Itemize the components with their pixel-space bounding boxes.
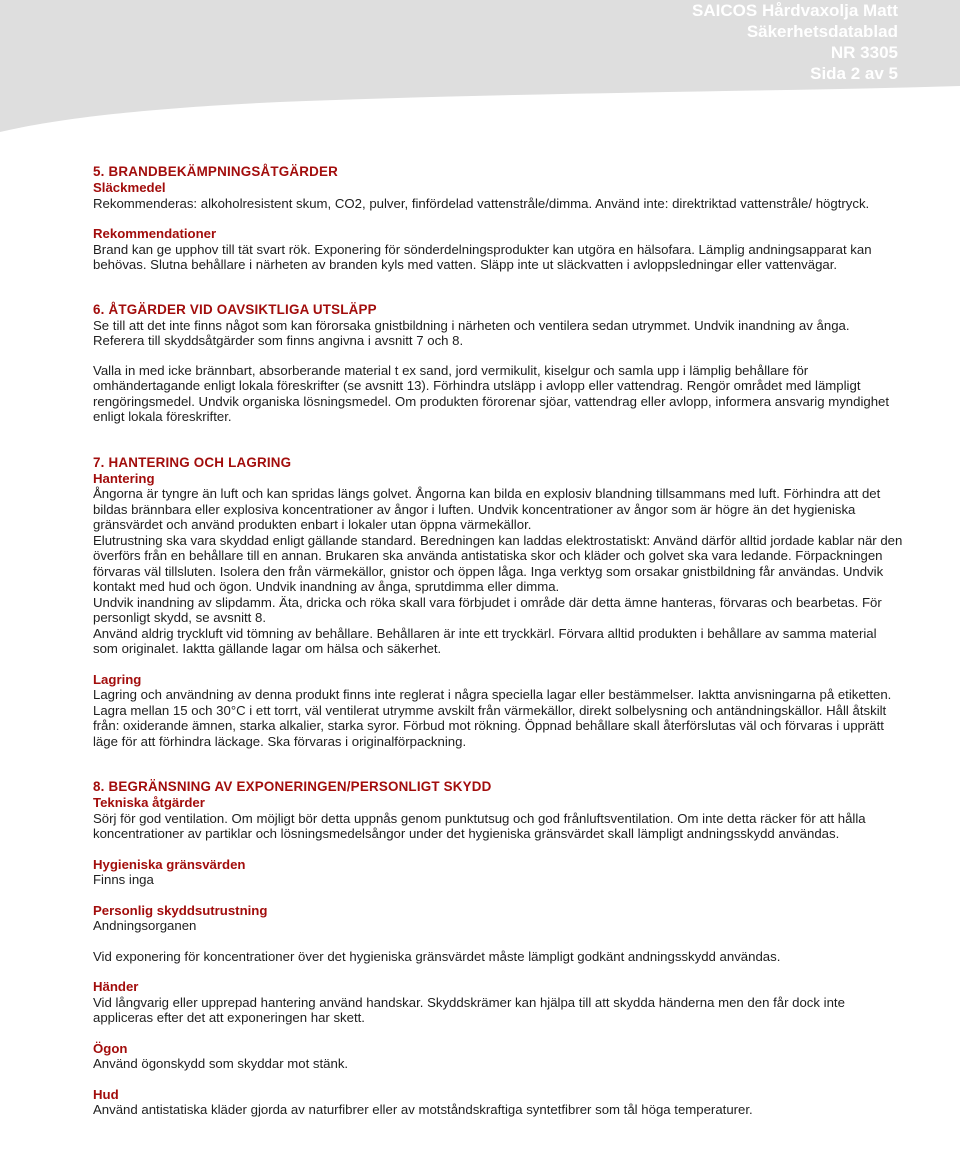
paragraph-hud: Använd antistatiska kläder gjorda av naturfibrer eller av motståndskraftiga syntetfibrer som tål höga temperaturer. (93, 1102, 753, 1117)
subheading-rekommendationer: Rekommendationer (93, 226, 217, 241)
paragraph-ogon: Använd ögonskydd som skyddar mot stänk. (93, 1056, 349, 1071)
section-5-title: 5. BRANDBEKÄMPNINGSÅTGÄRDER (93, 164, 338, 179)
subheading-hygieniska-gransvarden: Hygieniska gränsvärden (93, 856, 246, 872)
subheading-lagring: Lagring (93, 671, 142, 687)
paragraph-hantering-3: Undvik inandning av slipdamm. Äta, dricka och röka skall vara förbjudet i område där detta ämne hanteras, förvaras och bearbetas. För personligt skydd, se avsnitt 8. (93, 594, 882, 625)
page-number: Sida 2 av 5 (810, 64, 898, 83)
paragraph-hygieniska-gransvarden: Finns inga (93, 872, 154, 887)
section-6 (93, 302, 903, 425)
section-7-title: 7. HANTERING OCH LAGRING (93, 454, 292, 470)
document-body (93, 164, 903, 1118)
section-5 (93, 164, 903, 273)
subheading-hantering: Hantering (93, 470, 155, 486)
subheading-hander: Händer (93, 979, 139, 994)
subheading-hud: Hud (93, 1086, 119, 1102)
subheading-personlig-skyddsutrustning: Personlig skyddsutrustning (93, 902, 268, 918)
paragraph-tekniska-atgarder: Sörj för god ventilation. Om möjligt bör detta uppnås genom punktutsug och god frånluftsventilation. Om inte detta räcker för att hålla koncentrationer av partiklar och lösningsmedelsångor under det hygieniska gränsvärdet skall lämpligt andningsskydd användas. (93, 810, 866, 841)
page-header (0, 0, 960, 132)
paragraph-rekommendationer: Brand kan ge upphov till tät svart rök. Exponering för sönderdelningsprodukter kan utgöra en hälsofara. Lämplig andningsapparat kan behövas. Slutna behållare i närheten av branden kyls med vatten. Släpp inte ut släckvatten i avloppsledningar eller vattenvägar. (93, 241, 872, 272)
document-number: NR 3305 (830, 43, 898, 62)
section-8-title: 8. BEGRÄNSNING AV EXPONERINGEN/PERSONLIGT SKYDD (93, 779, 492, 794)
paragraph-hantering-1: Ångorna är tyngre än luft och kan spridas längs golvet. Ångorna kan bilda en explosiv blandning tillsammans med luft. Förhindra att det bildas brännbara eller explosiva koncentrationer av ångor i luften. Undvik koncentrationer av ångor som är högre än det hygieniska gränsvärdet och använd produkten enbart i lokaler utan öppna värmekällor. (93, 486, 881, 532)
section-8 (93, 779, 903, 1118)
paragraph-hander: Vid långvarig eller upprepad hantering använd handskar. Skyddskrämer kan hjälpa till att skydda händerna men den får dock inte appliceras efter det att exponeringen har skett. (93, 994, 845, 1025)
document-type: Säkerhetsdatablad (746, 22, 898, 41)
subheading-slackmedel: Släckmedel (93, 180, 166, 195)
product-name: SAICOS Hårdvaxolja Matt (692, 1, 898, 20)
subheading-ogon: Ögon (93, 1040, 128, 1056)
paragraph-utslapp-2: Valla in med icke brännbart, absorberande material t ex sand, jord vermikulit, kiselgur och samla upp i lämplig behållare för omhändertagande enligt lokala föreskrifter (se avsnitt 13). Förhindra utsläpp i avlopp eller vattendrag. Rengör området med lämpligt rengöringsmedel. Undvik organiska lösningsmedel. Om produkten förorenar sjöar, vattendrag eller avlopp, informera ansvarig myndighet enligt lokala föreskrifter. (93, 362, 890, 424)
section-6-title: 6. ÅTGÄRDER VID OAVSIKTLIGA UTSLÄPP (93, 301, 377, 317)
subheading-tekniska-atgarder: Tekniska åtgärder (93, 795, 205, 810)
paragraph-andningsorganen: Andningsorganen (93, 918, 197, 933)
paragraph-lagring: Lagring och användning av denna produkt finns inte reglerat i några speciella lagar eller bestämmelser. Iaktta anvisningarna på etiketten. Lagra mellan 15 och 30°C i ett torrt, väl ventilerat utrymme avskilt från värmekällor, direkt solbelysning och antändningskällor. Håll åtskilt från: oxiderande ämnen, starka alkalier, starka syror. Förbud mot rökning. Öppnad behållare skall återförslutas väl och förvaras i upprätt läge för att förhindra läckage. Ska förvaras i originalförpackning. (93, 687, 892, 749)
section-7 (93, 455, 903, 750)
header-text-block (692, 0, 898, 84)
paragraph-slackmedel: Rekommenderas: alkoholresistent skum, CO2, pulver, finfördelad vattenstråle/dimma. Använd inte: direktriktad vattenstråle/ högtryck. (93, 195, 870, 211)
paragraph-andningsskydd: Vid exponering för koncentrationer över det hygieniska gränsvärdet måste lämpligt godkänt andningsskydd användas. (93, 948, 781, 964)
paragraph-hantering-4: Använd aldrig tryckluft vid tömning av behållare. Behållaren är inte ett tryckkärl. Förvara alltid produkten i behållare av samma material som originalet. Iaktta gällande lagar om hälsa och säkerhet. (93, 625, 877, 656)
paragraph-utslapp-1: Se till att det inte finns något som kan förorsaka gnistbildning i närheten och ventilera sedan utrymmet. Undvik inandning av ånga. Referera till skyddsåtgärder som finns angivna i avsnitt 7 och 8. (93, 317, 850, 348)
paragraph-hantering-2: Elutrustning ska vara skyddad enligt gällande standard. Beredningen kan laddas elektrostatiskt: Använd därför alltid jordade kablar när den överförs från en behållare till en annan. Brukaren ska använda antistatiska skor och kläder och golvet ska vara ledande. Förpackningen förvaras väl tillsluten. Isolera den från värmekällor, gnistor och öppen låga. Inga verktyg som orsakar gnistbildning får användas. Undvik kontakt med hud och ögon. Undvik inandning av ånga, sprutdimma eller dimma. (93, 532, 903, 594)
